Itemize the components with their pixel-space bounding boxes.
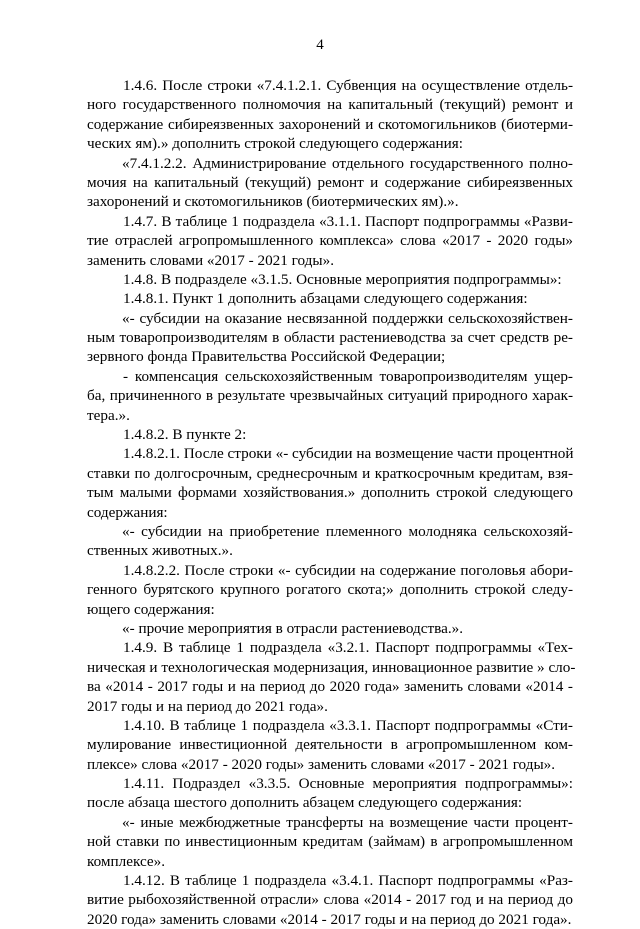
paragraph-line: 1.4.9. В таблице 1 подраздела «3.2.1. Паспорт подпрограммы «Тех- — [123, 639, 573, 657]
paragraph-line: ного государственного полномочия на капитальный (текущий) ремонт и — [87, 96, 573, 114]
paragraph-line: ническая и технологическая модернизация, инновационное развитие » сло- — [87, 658, 576, 676]
paragraph-line: тие отраслей агропромышленного комплекса» слова «2017 - 2020 годы» — [87, 232, 573, 250]
paragraph-line: после абзаца шестого дополнить абзацем следующего содержания: — [87, 794, 523, 812]
paragraph-line: ственных животных.». — [87, 542, 233, 560]
paragraph-line: генного бурятского крупного рогатого скота;» дополнить строкой следу- — [87, 581, 573, 599]
paragraph-line: комплексе». — [87, 852, 166, 870]
paragraph-line: «- иные межбюджетные трансферты на возмещение части процент- — [122, 813, 573, 831]
paragraph-line: ческих ям).» дополнить строкой следующего содержания: — [87, 135, 464, 153]
paragraph-line: 1.4.11. Подраздел «3.3.5. Основные мероприятия подпрограммы»: — [123, 775, 573, 793]
paragraph-line: захоронений и скотомогильников (биотермических ям).». — [87, 193, 459, 211]
paragraph-line: содержания: — [87, 503, 168, 521]
body-text — [87, 76, 576, 929]
paragraph-line: плексе» слова «2017 - 2020 годы» заменить словами «2017 - 2021 годы». — [87, 755, 556, 773]
paragraph-line: 1.4.12. В таблице 1 подраздела «3.4.1. Паспорт подпрограммы «Раз- — [123, 872, 573, 890]
paragraph-line: 1.4.10. В таблице 1 подраздела «3.3.1. Паспорт подпрограммы «Сти- — [123, 716, 573, 734]
paragraph-line: 2020 года» заменить словами «2014 - 2017 годы и на период до 2021 года». — [87, 910, 572, 928]
page-number: 4 — [316, 37, 324, 53]
paragraph-line: тым малыми формами хозяйствования.» дополнить строкой следующего — [87, 484, 573, 502]
paragraph-line: 1.4.6. После строки «7.4.1.2.1. Субвенция на осуществление отдель- — [123, 77, 573, 94]
paragraph-line: «- субсидии на оказание несвязанной поддержки сельскохозяйствен- — [122, 309, 573, 327]
paragraph-line: содержание сибиреязвенных захоронений и скотомогильников (биотерми- — [87, 115, 573, 133]
paragraph-line: ющего содержания: — [87, 600, 215, 618]
paragraph-line: зервного фонда Правительства Российской Федерации; — [87, 348, 446, 366]
paragraph-line: витие рыбохозяйственной отрасли» слова «2014 - 2017 год и на период до — [87, 891, 573, 909]
paragraph-line: ным товаропроизводителям в области растениеводства за счет средств ре- — [87, 329, 573, 347]
paragraph-line: 1.4.7. В таблице 1 подраздела «3.1.1. Паспорт подпрограммы «Разви- — [123, 212, 573, 230]
paragraph-line: мулирование инвестиционной деятельности в агропромышленном ком- — [87, 736, 573, 754]
paragraph-line: «7.4.1.2.2. Администрирование отдельного государственного полно- — [122, 154, 573, 172]
paragraph-line: ной ставки по инвестиционным кредитам (займам) в агропромышленном — [87, 833, 573, 851]
paragraph-line: 1.4.8.2.2. После строки «- субсидии на содержание поголовья абори- — [123, 561, 573, 579]
paragraph-line: - компенсация сельскохозяйственным товаропроизводителям ущер- — [123, 367, 573, 385]
paragraph-line: ставки по долгосрочным, среднесрочным и краткосрочным кредитам, взя- — [87, 464, 573, 482]
paragraph-line: 1.4.8.1. Пункт 1 дополнить абзацами следующего содержания: — [123, 290, 528, 308]
paragraph-line: «- прочие мероприятия в отрасли растениеводства.». — [122, 619, 464, 637]
paragraph-line: 1.4.8. В подразделе «3.1.5. Основные мероприятия подпрограммы»: — [123, 270, 562, 288]
paragraph-line: «- субсидии на приобретение племенного молодняка сельскохозяй- — [122, 522, 573, 540]
paragraph-line: ба, причиненного в результате чрезвычайных ситуаций природного харак- — [87, 387, 573, 405]
paragraph-line: тера.». — [87, 406, 130, 424]
paragraph-line: 2017 годы и на период до 2021 года». — [87, 697, 328, 715]
paragraph-line: 1.4.8.2. В пункте 2: — [123, 426, 247, 444]
paragraph-line: ва «2014 - 2017 годы и на период до 2020 года» заменить словами «2014 - — [87, 678, 573, 696]
paragraph-line: мочия на капитальный (текущий) ремонт и содержание сибиреязвенных — [87, 173, 573, 191]
paragraph-line: заменить словами «2017 - 2021 годы». — [87, 251, 334, 269]
paragraph-line: 1.4.8.2.1. После строки «- субсидии на возмещение части процентной — [123, 445, 574, 463]
